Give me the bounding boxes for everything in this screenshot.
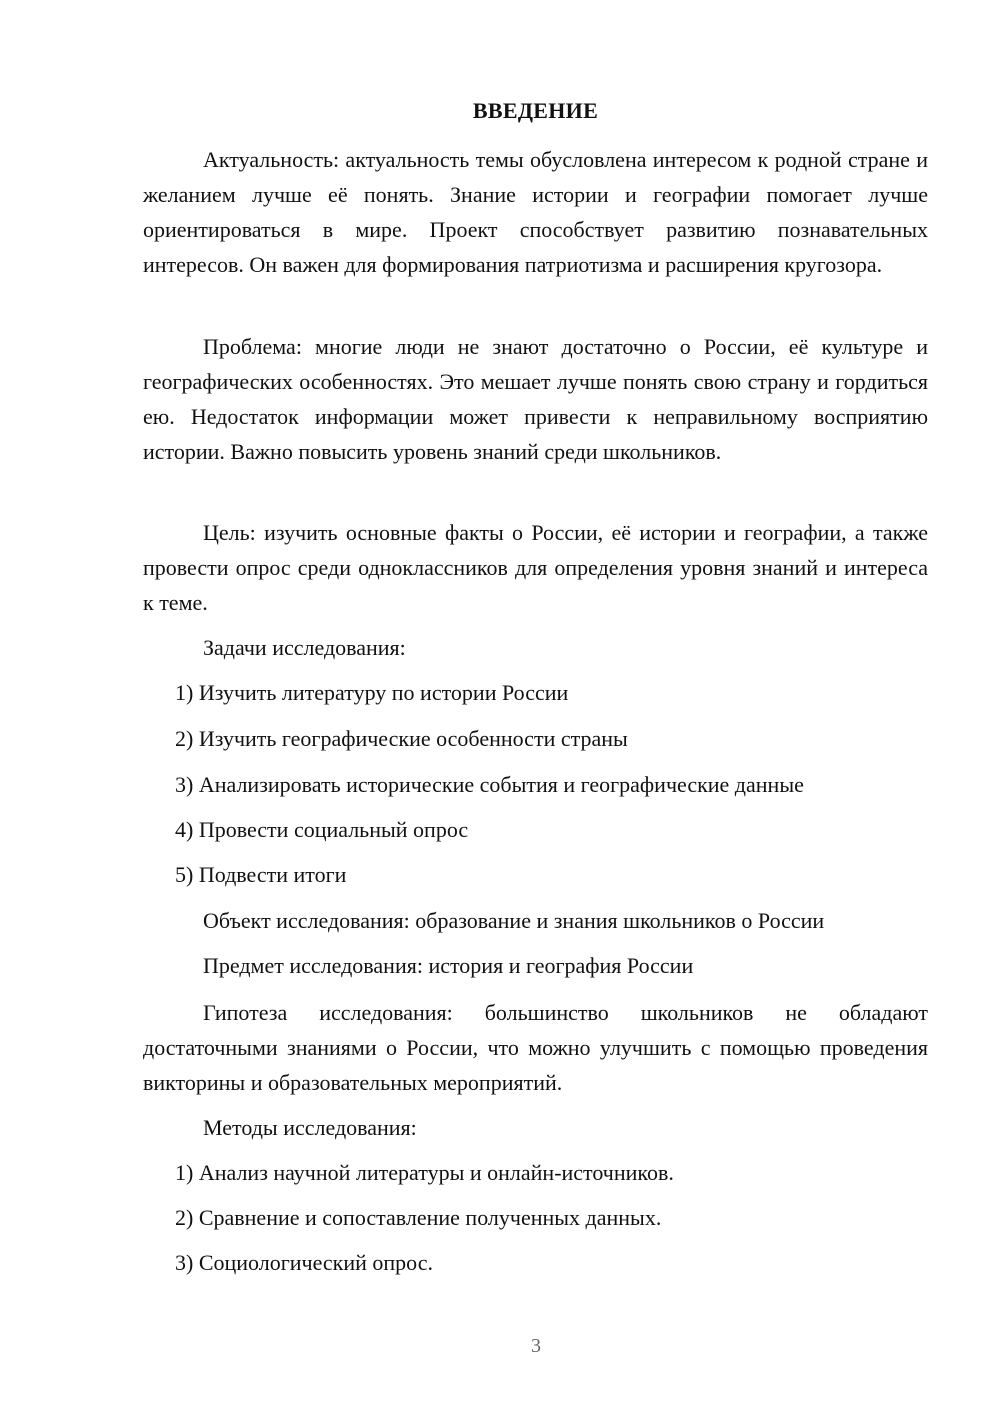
- method-item-2: 2) Сравнение и сопоставление полученных данных.: [175, 1205, 662, 1230]
- task-item-4: 4) Провести социальный опрос: [175, 817, 469, 842]
- tasks-title: Задачи исследования:: [203, 635, 406, 660]
- research-object: Объект исследования: образование и знания школьников о России: [203, 908, 825, 933]
- task-item-2: 2) Изучить географические особенности страны: [175, 726, 628, 751]
- method-item-1: 1) Анализ научной литературы и онлайн-источников.: [175, 1160, 674, 1185]
- relevance-paragraph: Актуальность: актуальность темы обусловлена интересом к родной стране и желанием лучше её понять. Знание истории и географии помогает лучше ориентироваться в мире. Проект способствует развитию познавательных интересов. Он важен для формирования патриотизма и расширения кругозора.: [143, 147, 928, 277]
- section-heading: ВВЕДЕНИЕ: [472, 98, 599, 123]
- page-number: 3: [531, 1335, 541, 1357]
- methods-title: Методы исследования:: [203, 1115, 417, 1140]
- task-item-3: 3) Анализировать исторические события и географические данные: [175, 772, 804, 797]
- hypothesis-block: [143, 995, 928, 1100]
- relevance-block: [143, 142, 928, 282]
- task-item-5: 5) Подвести итоги: [175, 862, 347, 887]
- research-subject: Предмет исследования: история и география России: [203, 953, 694, 978]
- problem-block: [143, 329, 928, 469]
- goal-block: [143, 515, 928, 620]
- goal-paragraph: Цель: изучить основные факты о России, её истории и географии, а также провести опрос среди одноклассников для определения уровня знаний и интереса к теме.: [143, 520, 928, 615]
- task-item-1: 1) Изучить литературу по истории России: [175, 680, 569, 705]
- hypothesis-paragraph: Гипотеза исследования: большинство школьников не обладают достаточными знаниями о России, что можно улучшить с помощью проведения викторины и образовательных мероприятий.: [143, 1000, 928, 1095]
- method-item-3: 3) Социологический опрос.: [175, 1250, 433, 1275]
- problem-paragraph: Проблема: многие люди не знают достаточно о России, её культуре и географических особенностях. Это мешает лучше понять свою страну и гордиться ею. Недостаток информации может привести к неправильному восприятию истории. Важно повысить уровень знаний среди школьников.: [143, 334, 928, 464]
